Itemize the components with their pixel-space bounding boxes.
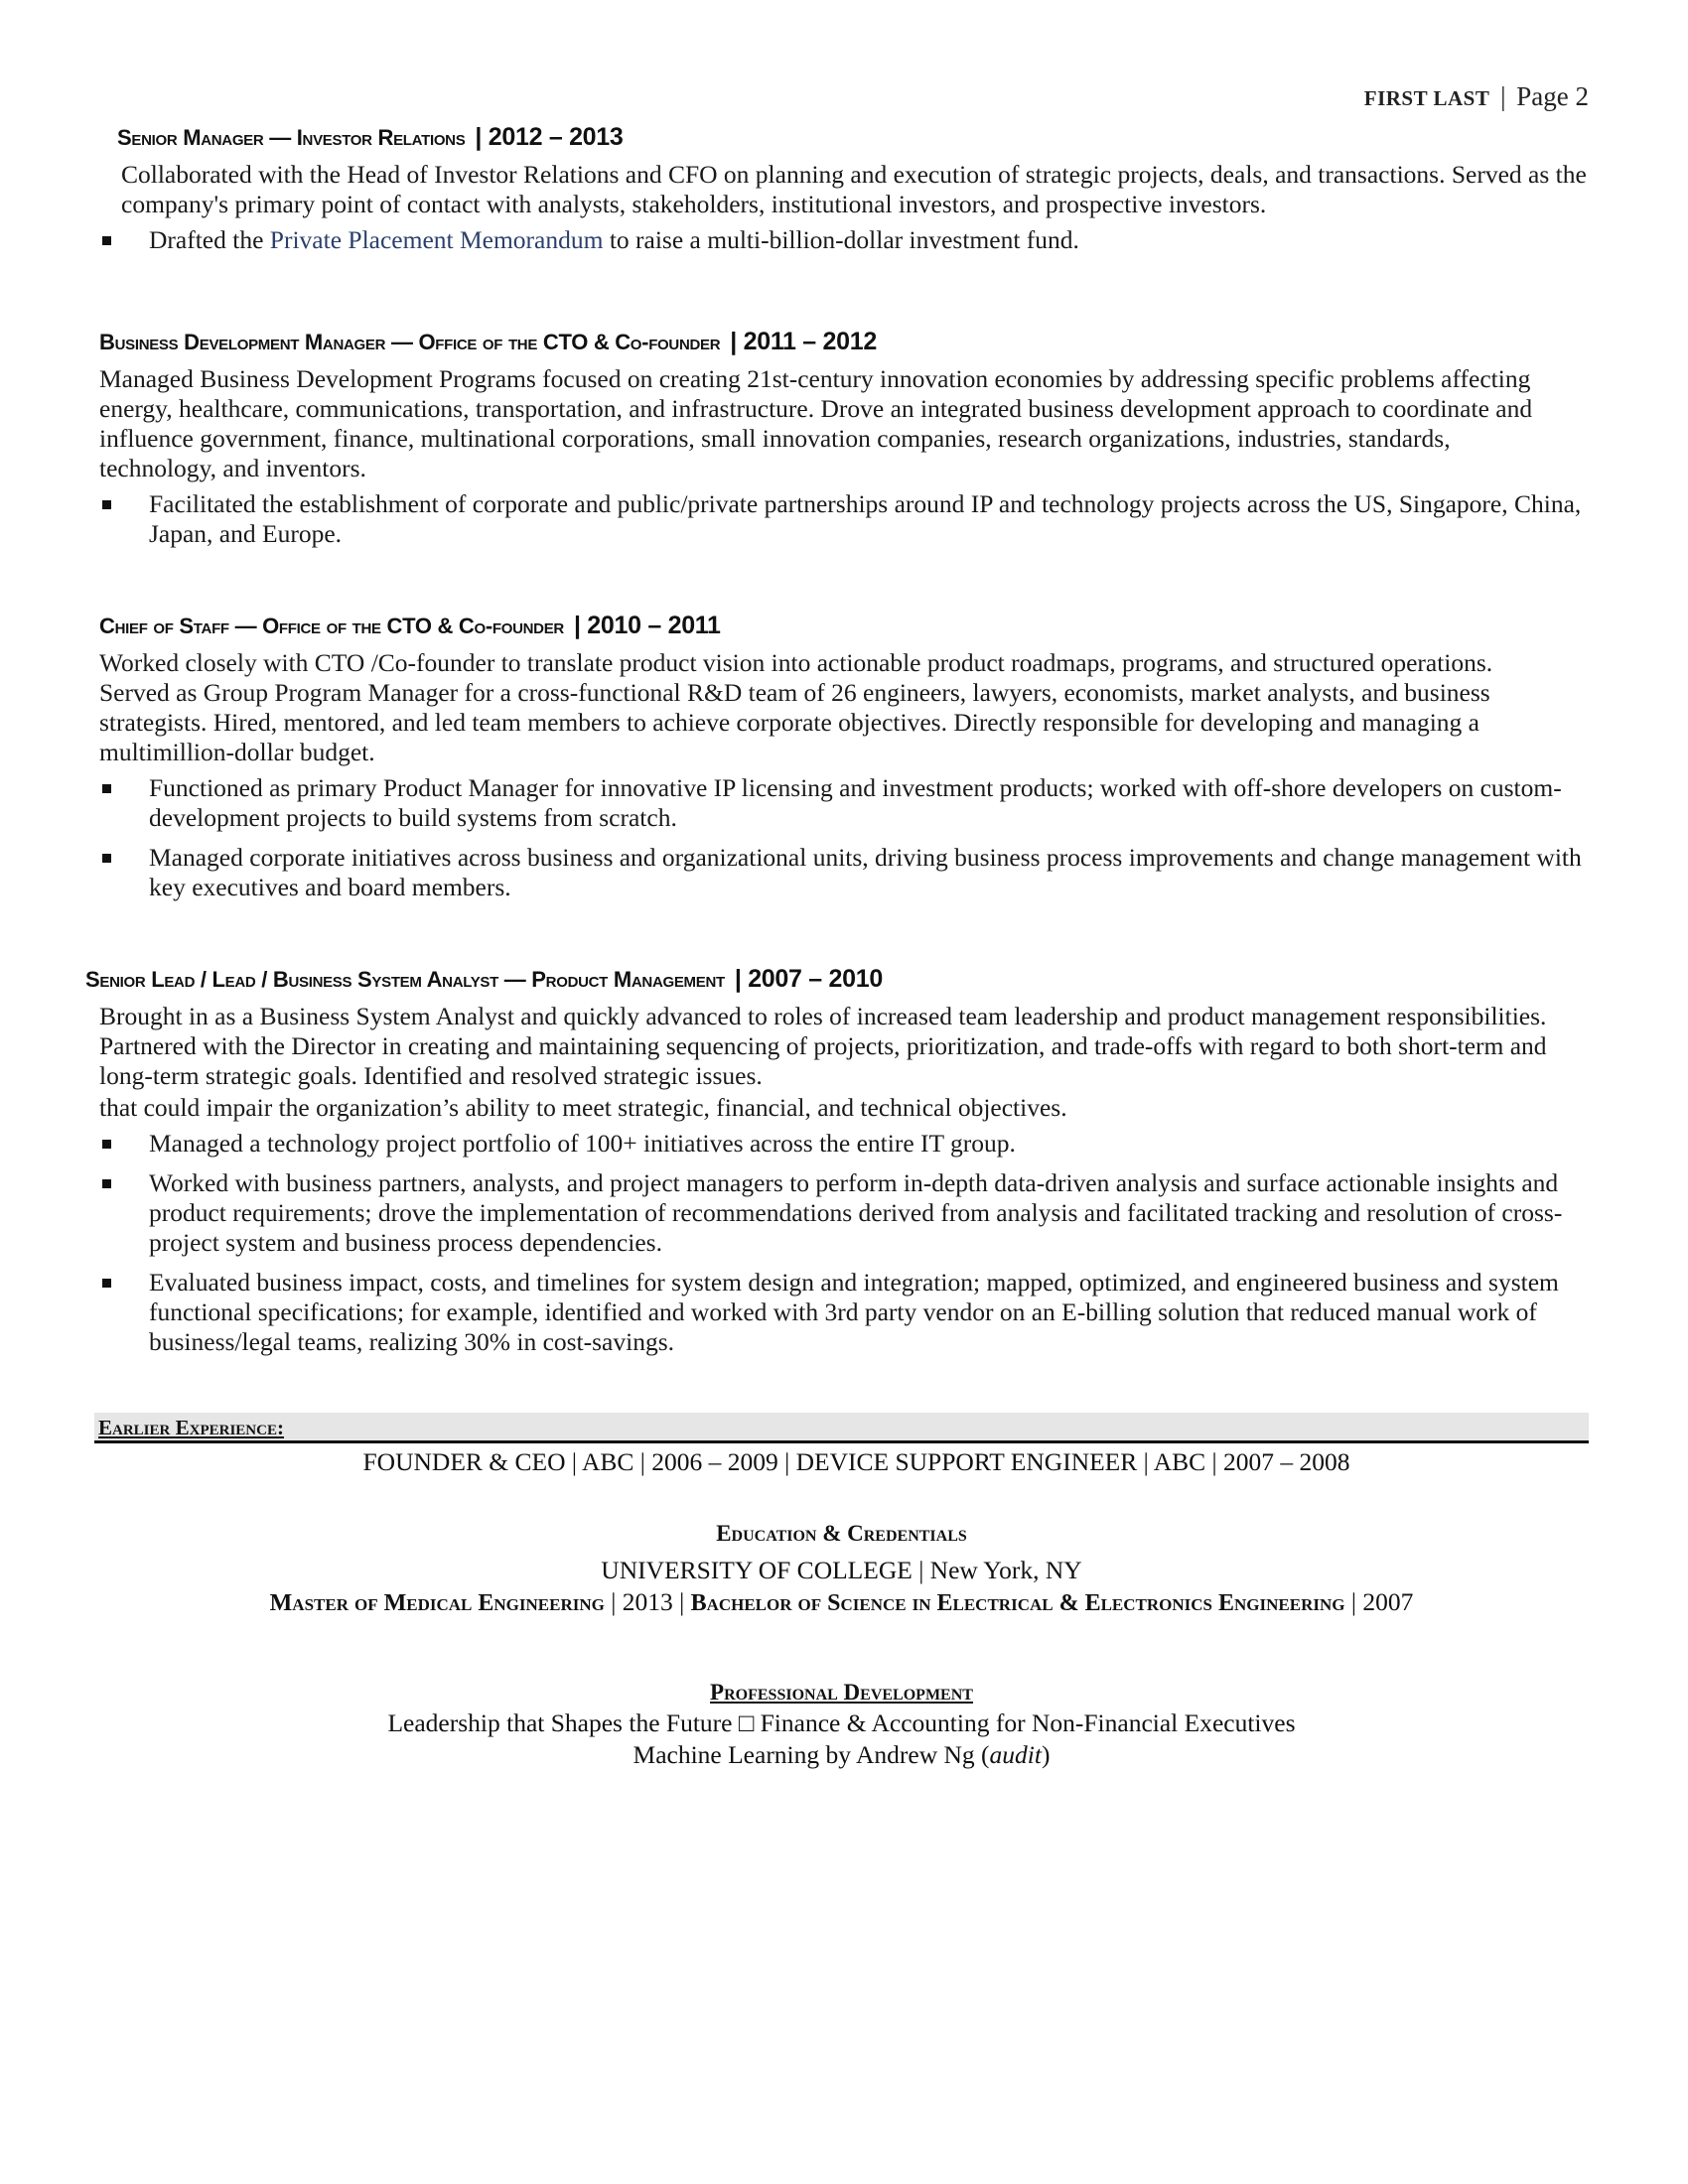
bullet-item xyxy=(99,489,1589,549)
role-description: Managed Business Development Programs focused on creating 21st-century innovation economies by addressing specific problems affecting energy, healthcare, communications, transportation, and infrastructure. Drove an integrated business development approach to coordinate and influence government, finance, multinational corporations, small innovation companies, research organizations, industries, standards, technology, and inventors. xyxy=(99,364,1533,482)
role-chief-of-staff xyxy=(0,612,1688,912)
bullet-text: Worked with business partners, analysts, and project managers to perform in-depth data-driven analysis and surface actionable insights and product requirements; drove the implementation of recommendations derived from analysis and facilitated tracking and resolution of cross-project system and business process dependencies. xyxy=(149,1168,1563,1257)
development-line-2-text: Machine Learning by Andrew Ng ( xyxy=(633,1740,990,1769)
role-description-continued: that could impair the organization’s ability to meet strategic, financial, and technical objectives. xyxy=(99,1093,1067,1122)
role-title-text: Chief of Staff — Office of the CTO & Co-founder xyxy=(99,614,564,638)
bullet-mark xyxy=(102,1140,111,1149)
earlier-experience-heading: Earlier Experience: xyxy=(94,1413,1589,1443)
education-section xyxy=(94,1521,1589,1619)
bullet-text: Facilitated the establishment of corporate and public/private partnerships around IP and technology projects across the US, Singapore, China, Japan, and Europe. xyxy=(149,489,1582,548)
bullet-mark xyxy=(102,1179,111,1188)
education-school: UNIVERSITY OF COLLEGE | New York, NY xyxy=(601,1556,1082,1584)
private-placement-link: Private Placement Memorandum xyxy=(269,225,604,254)
bullet-text: Evaluated business impact, costs, and timelines for system design and integration; mapped, optimized, and engineered business and system functional specifications; for example, identified and worked with 3rd party vendor on an E-billing solution that reduced manual work of business/legal teams, realizing 30% in cost-savings. xyxy=(149,1268,1559,1356)
role-dates: | 2011 – 2012 xyxy=(730,328,877,355)
professional-development-heading: Professional Development xyxy=(710,1680,973,1705)
role-bullets xyxy=(0,1129,1589,1357)
development-line-2-audit: audit xyxy=(989,1740,1042,1769)
bullet-text: Drafted the xyxy=(149,225,270,254)
role-description: Worked closely with CTO /Co-founder to translate product vision into actionable product roadmaps, programs, and structured operations. Served as Group Program Manager for a cross-functional R&D team of 26 engineers, lawyers, economists, market analysts, and business strategists. Hired, mentored, and led team members to achieve corporate objectives. Directly responsible for developing and managing a multimillion-dollar budget. xyxy=(99,648,1493,766)
development-line-2 xyxy=(94,1739,1589,1771)
bullet-mark xyxy=(102,1279,111,1288)
role-business-development xyxy=(0,328,1688,559)
bullet-item xyxy=(99,225,1589,255)
role-business-system-analyst xyxy=(0,965,1688,1367)
degree-master: Master of Medical Engineering xyxy=(269,1590,605,1616)
role-title xyxy=(0,123,1688,152)
role-description: Collaborated with the Head of Investor Relations and CFO on planning and execution of strategic projects, deals, and transactions. Served as the company's primary point of contact with analysts, stakeholders, institutional investors, and prospective investors. xyxy=(121,160,1587,218)
role-bullets xyxy=(0,773,1589,902)
bullet-text: Managed corporate initiatives across business and organizational units, driving business process improvements and change management with key executives and board members. xyxy=(149,843,1582,901)
bullet-item xyxy=(99,843,1589,902)
bullet-mark xyxy=(102,784,111,793)
bullet-item xyxy=(99,1129,1589,1159)
bullet-text: to raise a multi-billion-dollar investment fund. xyxy=(603,225,1079,254)
page-header xyxy=(1364,81,1589,112)
role-title xyxy=(0,965,1688,994)
bullet-text: Managed a technology project portfolio of 100+ initiatives across the entire IT group. xyxy=(149,1129,1016,1158)
bullet-mark xyxy=(102,854,111,863)
role-bullets xyxy=(0,489,1589,549)
development-line-2-close: ) xyxy=(1041,1740,1051,1769)
bullet-item xyxy=(99,773,1589,833)
role-title-text: Senior Lead / Lead / Business System Analyst — Product Management xyxy=(85,967,725,992)
role-description: Brought in as a Business System Analyst and quickly advanced to roles of increased team leadership and product management responsibilities. Partnered with the Director in creating and maintaining sequencing of projects, prioritization, and trade-offs with regard to both short-term and long-term strategic goals. Identified and resolved strategic issues. xyxy=(99,1002,1547,1090)
degree-bachelor-year: | 2007 xyxy=(1344,1587,1414,1616)
education-heading: Education & Credentials xyxy=(716,1521,967,1546)
role-dates: | 2012 – 2013 xyxy=(475,123,624,151)
role-title-text: Senior Manager — Investor Relations xyxy=(117,125,466,150)
role-dates: | 2007 – 2010 xyxy=(734,965,883,993)
header-page-number: Page 2 xyxy=(1516,81,1589,111)
role-title xyxy=(0,612,1688,640)
development-line-1: Leadership that Shapes the Future □ Finance & Accounting for Non-Financial Executives xyxy=(387,1708,1296,1737)
earlier-experience-section xyxy=(94,1413,1589,1477)
bullet-mark xyxy=(102,500,111,509)
professional-development-section xyxy=(94,1680,1589,1771)
role-title-text: Business Development Manager — Office of the CTO & Co-founder xyxy=(99,330,721,354)
role-bullets xyxy=(0,225,1589,255)
role-dates: | 2010 – 2011 xyxy=(573,612,721,639)
earlier-experience-line: FOUNDER & CEO | ABC | 2006 – 2009 | DEVICE SUPPORT ENGINEER | ABC | 2007 – 2008 xyxy=(362,1447,1350,1476)
bullet-item xyxy=(99,1168,1589,1258)
bullet-item xyxy=(99,1268,1589,1357)
role-title xyxy=(0,328,1688,356)
header-separator: | xyxy=(1500,81,1506,111)
role-senior-manager xyxy=(0,123,1688,265)
bullet-text: Functioned as primary Product Manager for innovative IP licensing and investment products; worked with off-shore developers on custom-development projects to build systems from scratch. xyxy=(149,773,1562,832)
education-degrees xyxy=(94,1586,1589,1619)
header-name: FIRST LAST xyxy=(1363,86,1490,110)
degree-bachelor: Bachelor of Science in Electrical & Electronics Engineering xyxy=(690,1590,1345,1616)
bullet-mark xyxy=(102,236,111,245)
degree-master-year: | 2013 | xyxy=(604,1587,691,1616)
